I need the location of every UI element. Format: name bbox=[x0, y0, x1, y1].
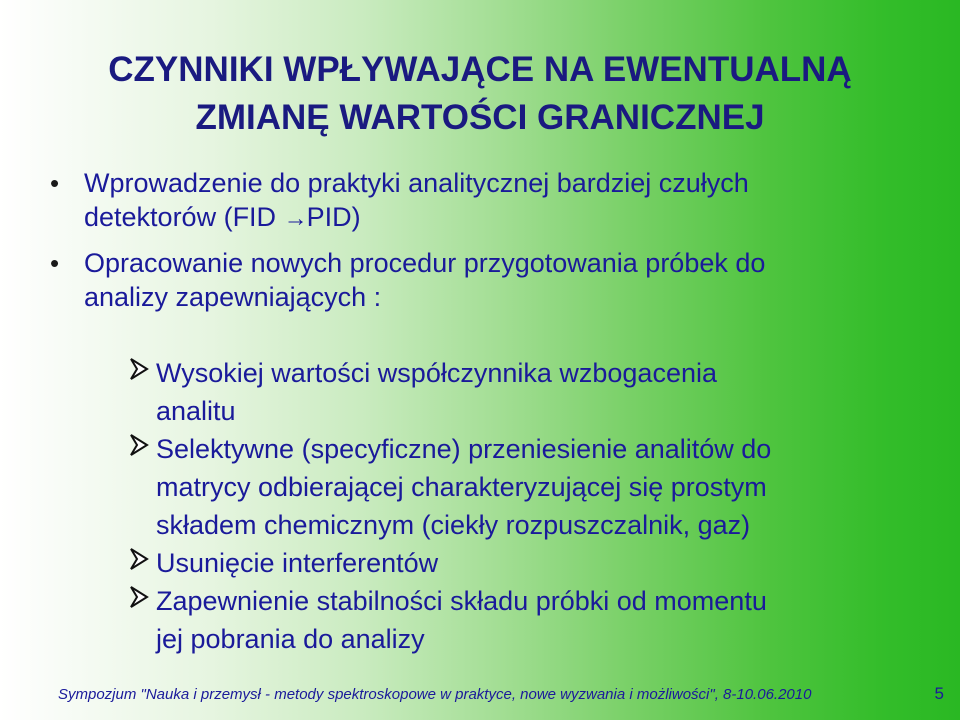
sub-3-line-1: Usunięcie interferentów bbox=[156, 548, 439, 578]
bullet-1-line-1: Wprowadzenie do praktyki analitycznej bardziej czułych bbox=[84, 168, 749, 198]
bullet-2-line-1: Opracowanie nowych procedur przygotowania próbek do bbox=[84, 248, 766, 278]
bullet-list bbox=[48, 166, 918, 324]
arrowhead-bullet-icon bbox=[128, 356, 150, 382]
bullet-item-procedures bbox=[48, 246, 918, 314]
arrowhead-bullet-icon bbox=[128, 432, 150, 458]
sub-2-line-1: Selektywne (specyficzne) przeniesienie analitów do bbox=[156, 434, 772, 464]
title-line-1: CZYNNIKI WPŁYWAJĄCE NA EWENTUALNĄ bbox=[108, 50, 852, 89]
arrowhead-bullet-icon bbox=[128, 584, 150, 610]
footer-text: Sympozjum "Nauka i przemysł - metody spektroskopowe w praktyce, nowe wyzwania i możliwości", 8-10.06.2010 bbox=[58, 686, 812, 703]
sub-2-line-2: matrycy odbierającej charakteryzującej się prostym bbox=[156, 472, 767, 502]
sub-2-line-3: składem chemicznym (ciekły rozpuszczalnik, gaz) bbox=[156, 510, 751, 540]
sub-item-selective-transfer bbox=[128, 430, 908, 544]
sub-item-stability bbox=[128, 582, 908, 658]
sub-4-line-1: Zapewnienie stabilności składu próbki od momentu bbox=[156, 586, 767, 616]
sub-1-line-2: analitu bbox=[156, 396, 236, 426]
sub-1-line-1: Wysokiej wartości współczynnika wzbogacenia bbox=[156, 358, 717, 388]
sub-4-line-2: jej pobrania do analizy bbox=[156, 624, 425, 654]
sub-item-interferents bbox=[128, 544, 908, 582]
bullet-dot-icon: • bbox=[50, 248, 60, 278]
arrowhead-bullet-icon bbox=[128, 546, 150, 572]
bullet-2-line-2: analizy zapewniających : bbox=[84, 282, 382, 312]
sub-bullet-list bbox=[128, 354, 908, 658]
bullet-1-line-2-prefix: detektorów (FID bbox=[84, 202, 284, 232]
bullet-dot-icon: • bbox=[50, 168, 60, 198]
right-arrow-icon: → bbox=[283, 205, 307, 232]
title-line-2: ZMIANĘ WARTOŚCI GRANICZNEJ bbox=[195, 98, 765, 137]
sub-item-enrichment bbox=[128, 354, 908, 430]
page-number: 5 bbox=[934, 684, 944, 703]
bullet-item-detectors bbox=[48, 166, 918, 236]
slide-title bbox=[30, 46, 930, 142]
bullet-1-line-2-suffix: PID) bbox=[306, 202, 361, 232]
